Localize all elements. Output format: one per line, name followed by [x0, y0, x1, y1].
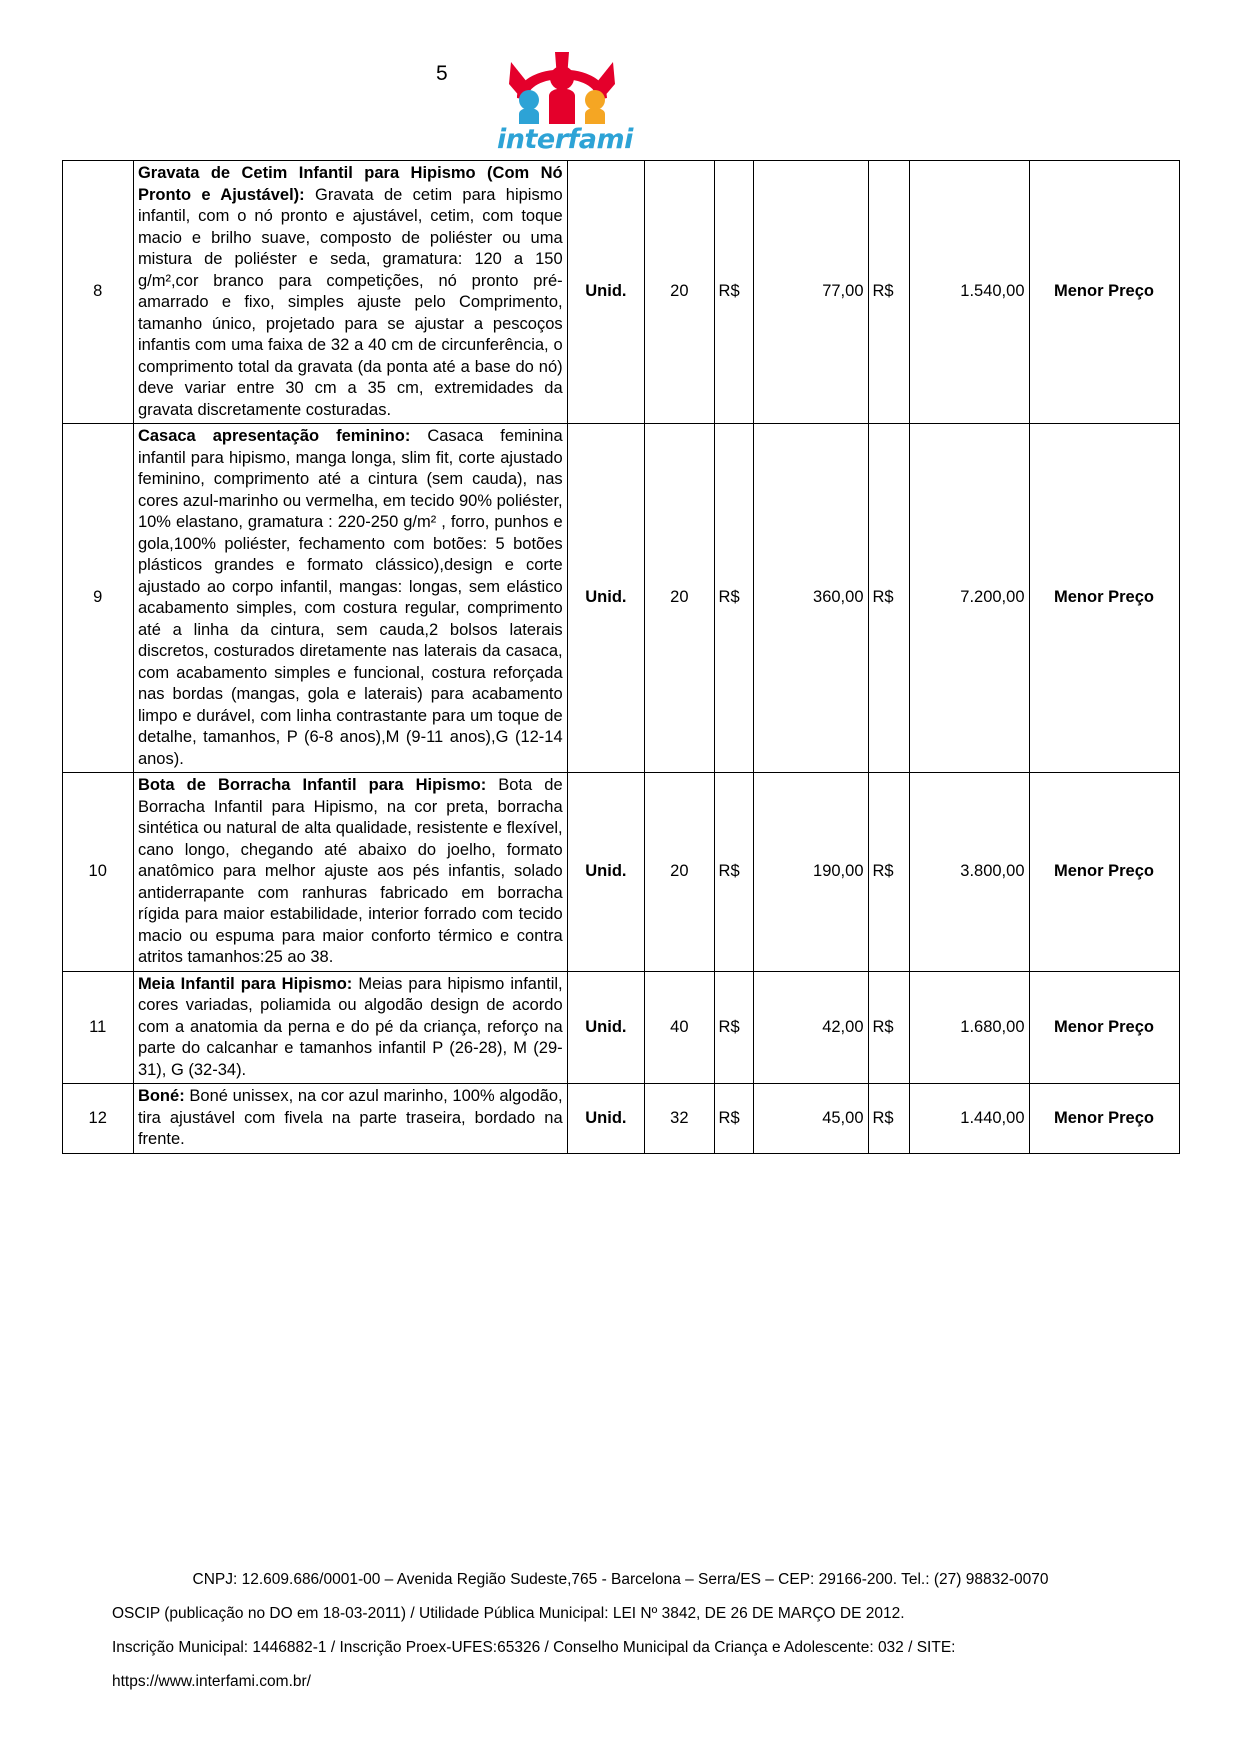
row-unit-currency: R$	[714, 971, 753, 1084]
row-quantity: 20	[645, 161, 714, 424]
row-unit: Unid.	[567, 971, 644, 1084]
row-unit-currency: R$	[714, 424, 753, 773]
row-unit-price: 42,00	[753, 971, 868, 1084]
row-body: Gravata de cetim para hipismo infantil, com o nó pronto e ajustável, cetim, com toque macio e brilho suave, composto de poliéster ou uma mistura de poliéster e seda, gramatura: 120 a 150 g/m²,cor branco para competições, nó pronto pré-amarrado e fixo, simples ajuste pelo Comprimento, tamanho único, projetado para se ajustar a pescoços infantis com uma faixa de 32 a 40 cm de circunferência, o comprimento total da gravata (da ponta até a base do nó) deve variar entre 30 cm a 35 cm, extremidades da gravata discretamente costuradas.	[137, 185, 563, 419]
table-row	[62, 1084, 1179, 1154]
row-quantity: 20	[645, 424, 714, 773]
row-total-currency: R$	[868, 971, 909, 1084]
row-number: 12	[62, 1084, 133, 1154]
footer-line-oscip: OSCIP (publicação no DO em 18-03-2011) / Utilidade Pública Municipal: LEI Nº 3842, DE 26 DE MARÇO DE 2012.	[112, 1605, 905, 1622]
row-description	[133, 424, 567, 773]
row-total-currency: R$	[868, 1084, 909, 1154]
row-quantity: 32	[645, 1084, 714, 1154]
row-criterion: Menor Preço	[1029, 773, 1179, 972]
row-body: Bota de Borracha Infantil para Hipismo, na cor preta, borracha sintética ou natural de alta qualidade, resistente e flexível, cano longo, chegando até abaixo do joelho, formato anatômico para melhor ajuste aos pés infantis, solado antiderrapante com ranhuras fabricado em borracha rígida para maior estabilidade, interior forrado com tecido macio ou espuma para maior conforto térmico e contra atritos tamanhos:25 ao 38.	[137, 776, 563, 966]
row-title: Gravata de Cetim Infantil para Hipismo (Com Nó Pronto e Ajustável):	[137, 164, 563, 204]
row-description	[133, 773, 567, 972]
row-unit: Unid.	[567, 773, 644, 972]
footer-line-contact: CNPJ: 12.609.686/0001-00 – Avenida Região Sudeste,765 - Barcelona – Serra/ES – CEP: 29166-200. Tel.: (27) 98832-0070	[192, 1571, 1049, 1588]
row-total-price: 1.680,00	[909, 971, 1029, 1084]
table-row	[62, 773, 1179, 972]
logo-mark-icon	[497, 38, 627, 130]
row-number: 9	[62, 424, 133, 773]
logo-wordmark: interfami	[497, 124, 633, 155]
items-table	[62, 160, 1180, 1154]
row-unit-currency: R$	[714, 773, 753, 972]
row-unit: Unid.	[567, 424, 644, 773]
row-unit-price: 45,00	[753, 1084, 868, 1154]
row-total-price: 1.440,00	[909, 1084, 1029, 1154]
row-number: 8	[62, 161, 133, 424]
row-total-currency: R$	[868, 773, 909, 972]
row-title: Bota de Borracha Infantil para Hipismo:	[137, 776, 487, 794]
row-criterion: Menor Preço	[1029, 971, 1179, 1084]
footer-line-registrations: Inscrição Municipal: 1446882-1 / Inscrição Proex-UFES:65326 / Conselho Municipal da Criança e Adolescente: 032 / SITE:	[112, 1639, 956, 1656]
row-criterion: Menor Preço	[1029, 1084, 1179, 1154]
row-total-currency: R$	[868, 161, 909, 424]
row-number: 11	[62, 971, 133, 1084]
row-unit-price: 77,00	[753, 161, 868, 424]
row-criterion: Menor Preço	[1029, 424, 1179, 773]
page-footer	[0, 1570, 1241, 1692]
row-total-price: 7.200,00	[909, 424, 1029, 773]
row-quantity: 40	[645, 971, 714, 1084]
row-body: Meias para hipismo infantil, cores variadas, poliamida ou algodão design de acordo com a anatomia da perna e do pé da criança, reforço na parte do calcanhar e tamanhos infantil P (26-28), M (29-31), G (32-34).	[137, 974, 563, 1079]
row-description	[133, 971, 567, 1084]
row-unit-price: 190,00	[753, 773, 868, 972]
row-title: Casaca apresentação feminino:	[137, 427, 411, 445]
row-unit-currency: R$	[714, 1084, 753, 1154]
row-body: Casaca feminina infantil para hipismo, manga longa, slim fit, corte ajustado feminino, comprimento até a cintura (sem cauda), nas cores azul-marinho ou vermelha, em tecido 90% poliéster, 10% elastano, gramatura : 220-250 g/m² , forro, punhos e gola,100% poliéster, fechamento com botões: 5 botões plásticos grandes e formato clássico),design e corte ajustado ao corpo infantil, mangas: longas, sem elástico acabamento simples, com costura regular, comprimento até a linha da cintura, sem cauda,2 bolsos laterais discretos, costurados diretamente nas laterais da casaca, com acabamento simples e funcional, costura reforçada nas bordas (mangas, gola e laterais) para acabamento limpo e durável, com linha contrastante para um toque de detalhe, tamanhos, P (6-8 anos),M (9-11 anos),G (12-14 anos).	[137, 427, 563, 768]
row-total-price: 1.540,00	[909, 161, 1029, 424]
page-number: 5	[436, 62, 448, 85]
row-unit-price: 360,00	[753, 424, 868, 773]
row-unit-currency: R$	[714, 161, 753, 424]
row-title: Meia Infantil para Hipismo:	[137, 974, 353, 993]
interfami-logo	[497, 38, 633, 156]
row-unit: Unid.	[567, 161, 644, 424]
page-header	[0, 0, 1241, 160]
row-description	[133, 161, 567, 424]
row-body: Boné unissex, na cor azul marinho, 100% algodão, tira ajustável com fivela na parte traseira, bordado na frente.	[137, 1087, 563, 1148]
row-number: 10	[62, 773, 133, 972]
row-description	[133, 1084, 567, 1154]
row-total-currency: R$	[868, 424, 909, 773]
row-criterion: Menor Preço	[1029, 161, 1179, 424]
row-quantity: 20	[645, 773, 714, 972]
row-title: Boné:	[137, 1087, 185, 1105]
footer-line-site: https://www.interfami.com.br/	[112, 1673, 311, 1690]
table-row	[62, 971, 1179, 1084]
row-unit: Unid.	[567, 1084, 644, 1154]
table-row	[62, 161, 1179, 424]
row-total-price: 3.800,00	[909, 773, 1029, 972]
table-row	[62, 424, 1179, 773]
